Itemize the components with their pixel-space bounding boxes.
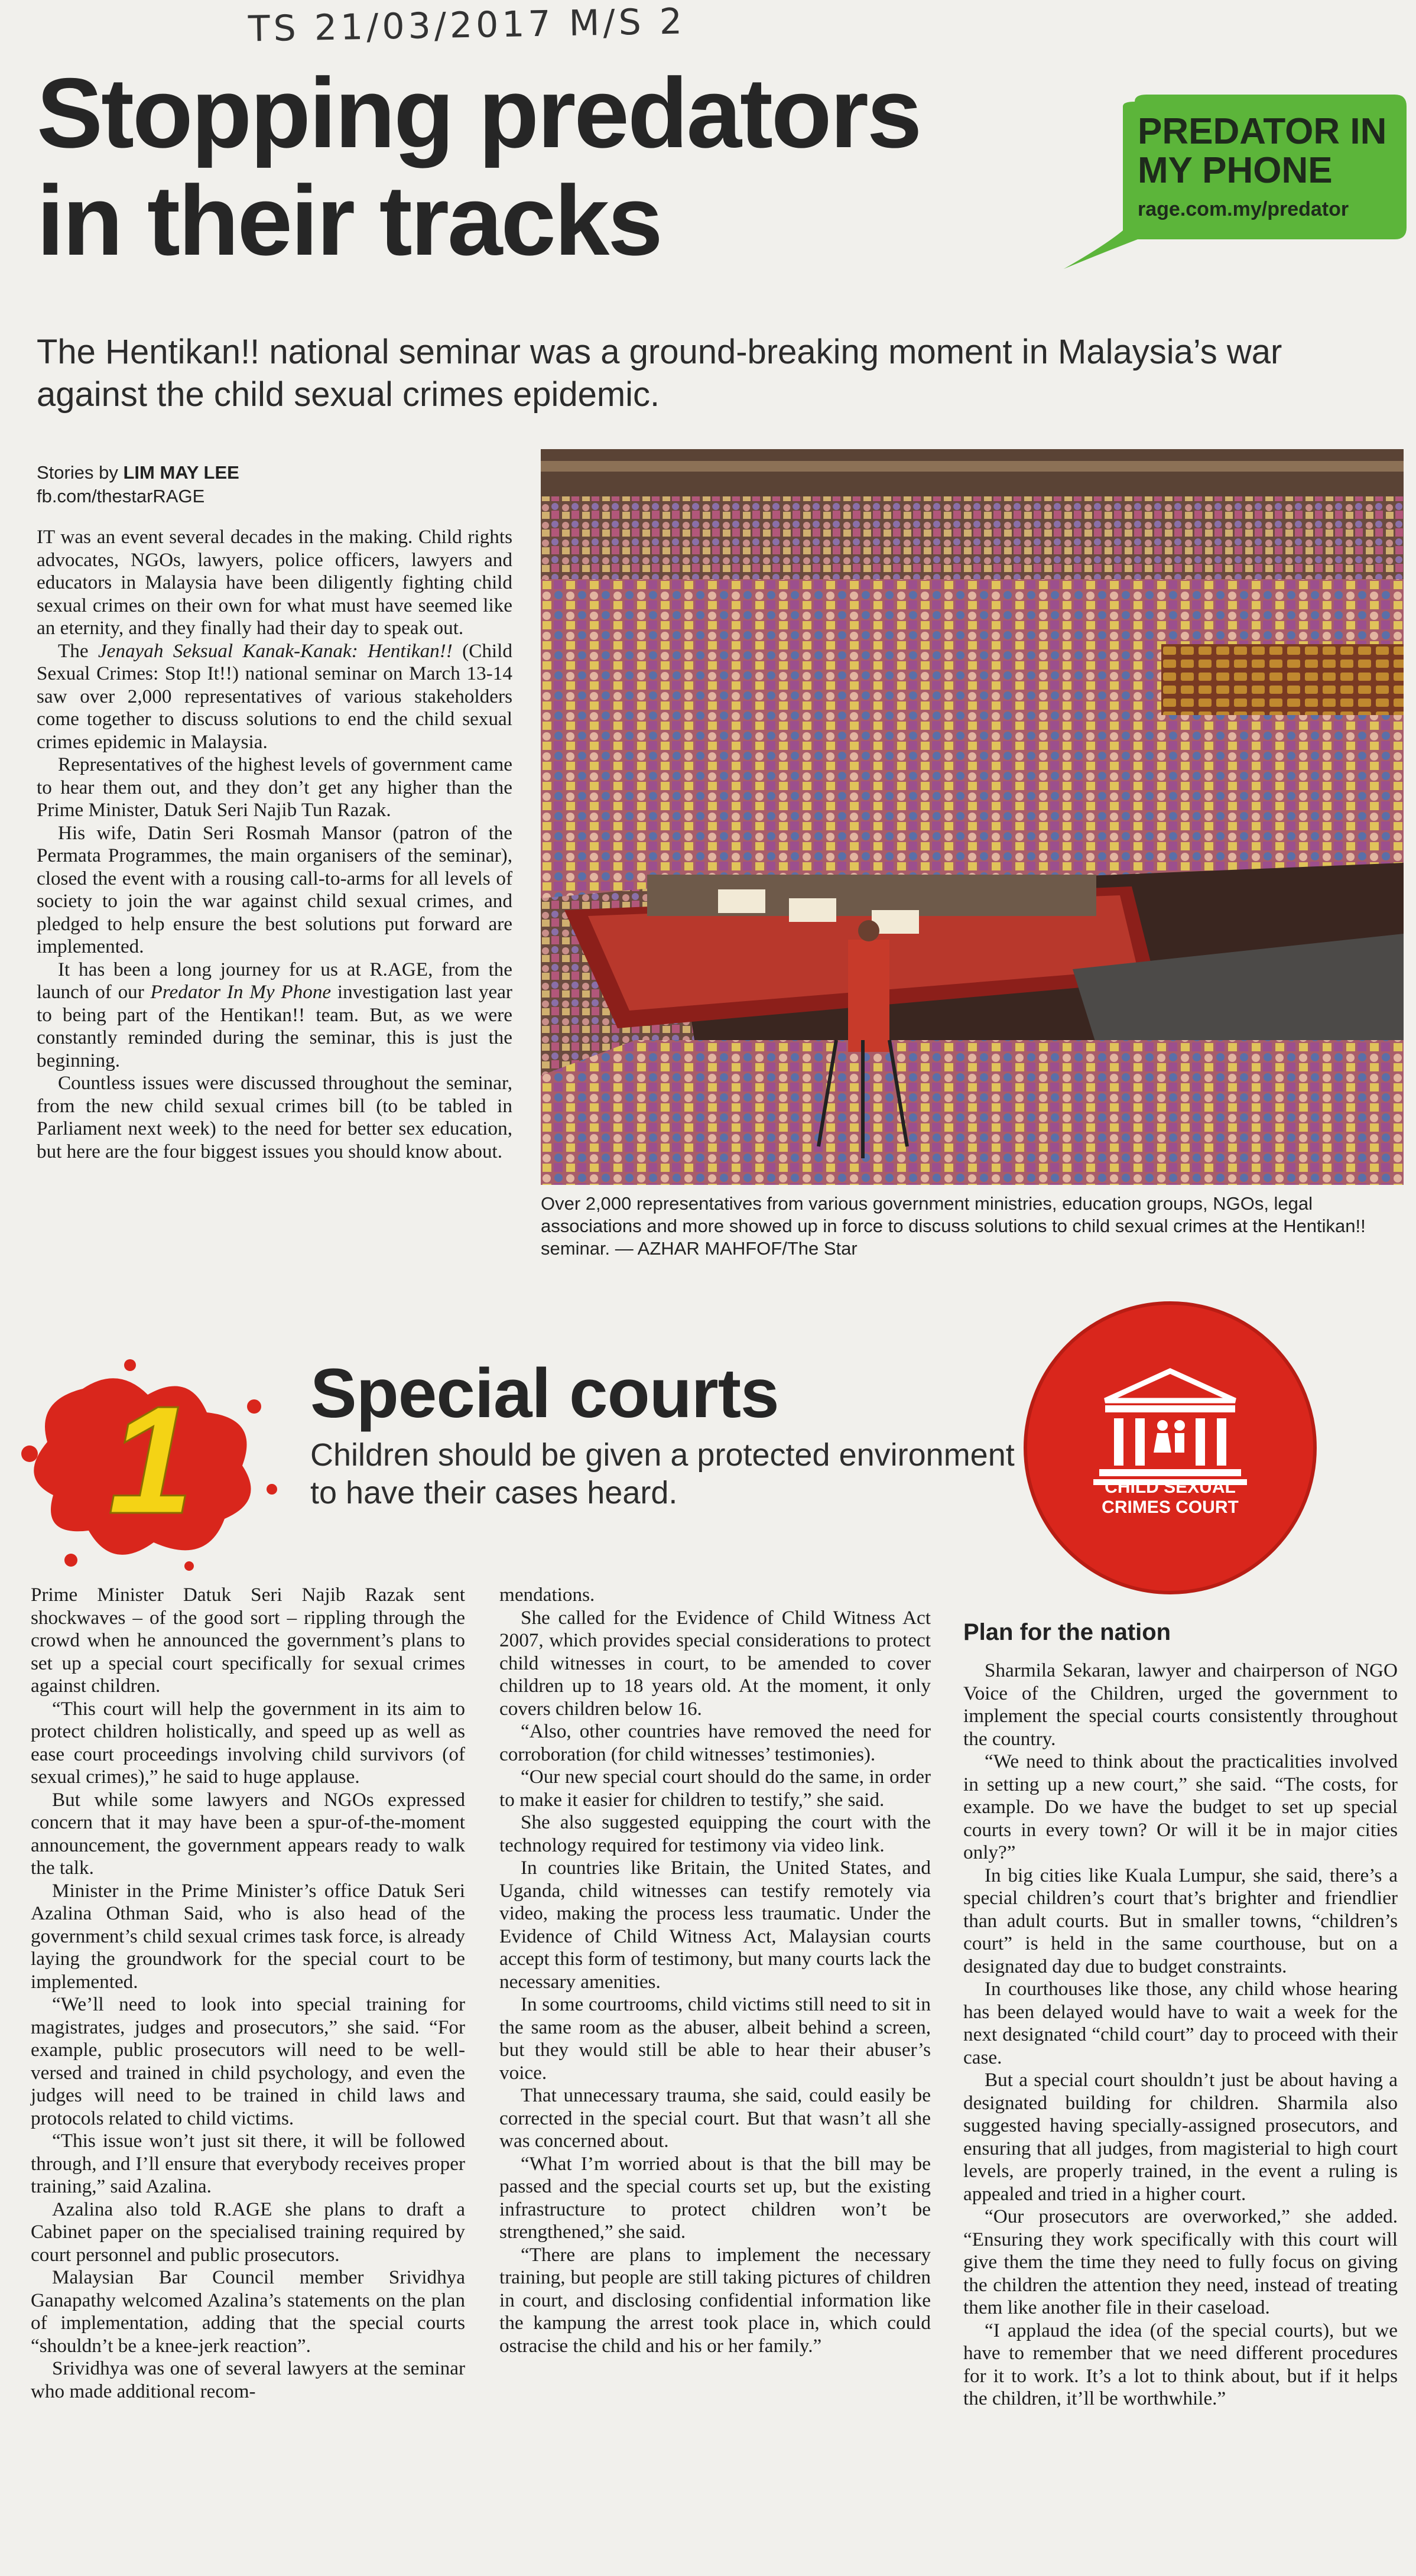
byline bbox=[37, 461, 239, 508]
col1-paragraph: Malaysian Bar Council member Srividhya Ganapathy welcomed Azalina’s statements on the plan of implementation, adding that the special courts “shouldn’t be a knee-jerk reaction”. bbox=[31, 2266, 465, 2357]
headline-line-1: Stopping predators bbox=[37, 57, 921, 168]
col1-paragraph: “This court will help the government in its aim to protect children holistically, and speed up as well as ease court proceedings involving child survivors (of sexual crimes),” he said to huge applause. bbox=[31, 1697, 465, 1788]
col1-paragraph: Srividhya was one of several lawyers at the seminar who made additional recom- bbox=[31, 2357, 465, 2402]
col2-paragraph: “There are plans to implement the necessary training, but people are still taking pictures of children in court, and disclosing confidential information like the kampung the arrest took place in, which could ostracise the child and his or her family.” bbox=[499, 2243, 931, 2357]
seminar-name: Jenayah Seksual Kanak-Kanak: Hentikan!! bbox=[98, 639, 453, 662]
col1-paragraph: Prime Minister Datuk Seri Najib Razak sent shockwaves – of the good sort – rippling through the crowd when he announced the government’s plans to set up a special court specifically for sexual crimes against children. bbox=[31, 1584, 465, 1697]
col2-paragraph: “Our new special court should do the same, in order to make it easier for children to testify,” she said. bbox=[499, 1766, 931, 1811]
author-handle: fb.com/thestarRAGE bbox=[37, 486, 205, 506]
col3-paragraph: In big cities like Kuala Lumpur, she said, there’s a special children’s court that’s brighter and friendlier than adult courts. But in smaller towns, “children’s court” is held in the same courthouse, but on a designated day due to budget constraints. bbox=[963, 1864, 1398, 1977]
article-column-2 bbox=[499, 1584, 931, 2357]
col1-paragraph: Azalina also told R.AGE she plans to draft a Cabinet paper on the specialised training required by court personnel and public prosecutors. bbox=[31, 2198, 465, 2266]
byline-prefix: Stories by bbox=[37, 462, 124, 483]
headline-line-2: in their tracks bbox=[37, 165, 661, 276]
section-number: 1 bbox=[108, 1375, 194, 1546]
article-column-3 bbox=[963, 1659, 1398, 2411]
subheading-plan-for-the-nation: Plan for the nation bbox=[963, 1619, 1171, 1645]
col3-paragraph: “I applaud the idea (of the special courts), but we have to remember that we need different procedures for it to work. It’s a lot to think about, but if it helps the children, it’ll be worthwhile.” bbox=[963, 2319, 1398, 2409]
author-name: LIM MAY LEE bbox=[123, 462, 239, 483]
courthouse-icon bbox=[1016, 1294, 1324, 1602]
handwritten-date-annotation: TS 21/03/2017 M/S 2 bbox=[248, 1, 686, 50]
court-badge-label: CHILD SEXUAL CRIMES COURT bbox=[1102, 1477, 1239, 1517]
intro-column bbox=[37, 526, 512, 1163]
series-url: rage.com.my/predator bbox=[1138, 198, 1349, 220]
col3-paragraph: “Our prosecutors are overworked,” she added. “Ensuring they work specifically with this court will give them the time they need to fully focus on giving the children the attention they need, instead of treating them like another file in their caseload. bbox=[963, 2205, 1398, 2318]
col2-paragraph: In countries like Britain, the United States, and Uganda, child witnesses can testify remotely via video, making the process less traumatic. Under the Evidence of Child Witness Act, Malaysian courts accept this form of testimony, but many courts lack the necessary amenities. bbox=[499, 1857, 931, 1993]
standfirst: The Hentikan!! national seminar was a ground-breaking moment in Malaysia’s war against the child sexual crimes epidemic. bbox=[37, 333, 1282, 414]
investigation-name: Predator In My Phone bbox=[150, 981, 332, 1003]
intro-paragraph-4: His wife, Datin Seri Rosmah Mansor (patron of the Permata Programmes, the main organisers of the seminar), closed the event with a rousing call-to-arms for all levels of society to join the war against child sexual crimes, and pledged to help ensure the best solutions put forward are implemented. bbox=[37, 821, 512, 957]
intro-paragraph-2: The Jenayah Seksual Kanak-Kanak: Hentikan!! (Child Sexual Crimes: Stop It!!) national seminar on March 13-14 saw over 2,000 representatives of various stakeholders come together to discuss solutions to end the child sexual crimes epidemic in Malaysia. bbox=[37, 639, 512, 753]
col2-paragraph: In some courtrooms, child victims still need to sit in the same room as the abuser, albeit behind a screen, but they would still be able to hear their abuser’s voice. bbox=[499, 1993, 931, 2084]
col1-paragraph: “We’ll need to look into special training for magistrates, judges and prosecutors,” she said. “For example, public prosecutors will need to be well-versed and trained in child psychology, and even the judges will need to be trained in child laws and protocols related to child victims. bbox=[31, 1993, 465, 2129]
col3-paragraph: “We need to think about the practicalities involved in setting up a new court,” she said. “The costs, for example. Do we have the budget to set up special courts in every town? Or will it be in major cities only?” bbox=[963, 1750, 1398, 1863]
series-speech-bubble bbox=[1064, 95, 1407, 269]
series-title: PREDATOR IN MY PHONE bbox=[1138, 111, 1387, 191]
col2-paragraph: She called for the Evidence of Child Witness Act 2007, which provides special considerations to protect child witnesses in court, to be amended to cover children up to 18 years old. At the moment, it only covers children below 16. bbox=[499, 1606, 931, 1720]
intro-paragraph-1: IT was an event several decades in the making. Child rights advocates, NGOs, lawyers, police officers, lawyers and educators in Malaysia have been diligently fighting child sexual crimes on their own for what must have seemed like an eternity, and they finally had their day to speak out. bbox=[37, 526, 512, 639]
seminar-hall-photo bbox=[541, 449, 1404, 1185]
col3-paragraph: In courthouses like those, any child whose hearing has been delayed would have to wait a week for the next designated “child court” day to proceed with their case. bbox=[963, 1978, 1398, 2068]
section-title: Special courts bbox=[310, 1354, 779, 1432]
section-number-splat bbox=[12, 1353, 290, 1578]
col2-paragraph: mendations. bbox=[499, 1584, 595, 1606]
section-subtitle: Children should be given a protected environment to have their cases heard. bbox=[310, 1437, 1015, 1510]
col2-paragraph: “What I’m worried about is that the bill may be passed and the special courts set up, but the existing infrastructure to protect children won’t be strengthened,” she said. bbox=[499, 2152, 931, 2243]
col3-paragraph: Sharmila Sekaran, lawyer and chairperson of NGO Voice of the Children, urged the government to implement the special courts consistently throughout the country. bbox=[963, 1659, 1398, 1750]
col1-paragraph: Minister in the Prime Minister’s office Datuk Seri Azalina Othman Said, who is also head of the government’s child sexual crimes task force, is already laying the groundwork for the special court to be implemented. bbox=[31, 1879, 465, 1993]
col2-paragraph: That unnecessary trauma, she said, could easily be corrected in the special court. But that wasn’t all she was concerned about. bbox=[499, 2084, 931, 2152]
article-column-1 bbox=[31, 1584, 465, 2403]
intro-paragraph-6: Countless issues were discussed throughout the seminar, from the new child sexual crimes bill (to be tabled in Parliament next week) to the need for better sex education, but here are the four biggest issues you should know about. bbox=[37, 1072, 512, 1162]
col1-paragraph: But while some lawyers and NGOs expressed concern that it may have been a spur-of-the-moment announcement, the government appears ready to walk the talk. bbox=[31, 1788, 465, 1879]
auditorium-crowd-image bbox=[541, 449, 1404, 1185]
col2-paragraph: She also suggested equipping the court with the technology required for testimony via video link. bbox=[499, 1811, 931, 1856]
col2-paragraph: “Also, other countries have removed the need for corroboration (for child witnesses’ testimonies). bbox=[499, 1720, 931, 1765]
intro-paragraph-3: Representatives of the highest levels of government came to hear them out, and they don’t get any higher than the Prime Minister, Datuk Seri Najib Tun Razak. bbox=[37, 753, 512, 821]
photo-caption: Over 2,000 representatives from various government ministries, education groups, NGOs, legal associations and more showed up in force to discuss solutions to child sexual crimes at the Hentikan!! seminar. — AZHAR MAHFOF/The Star bbox=[541, 1193, 1366, 1259]
headline bbox=[37, 59, 1041, 274]
col1-paragraph: “This issue won’t just sit there, it will be followed through, and I’ll ensure that everybody receives proper training,” said Azalina. bbox=[31, 2130, 465, 2197]
col3-paragraph: But a special court shouldn’t just be about having a designated building for children. Sharmila also suggested having specially-assigned prosecutors, and ensuring that all judges, from magisterial to high court levels, are properly trained, in the event a ruling is appealed and tried in a higher court. bbox=[963, 2069, 1398, 2205]
intro-paragraph-5: It has been a long journey for us at R.AGE, from the launch of our Predator In My Phone investigation last year to being part of the Hentikan!! team. But, as we were constantly reminded during the seminar, this is just the beginning. bbox=[37, 958, 512, 1071]
